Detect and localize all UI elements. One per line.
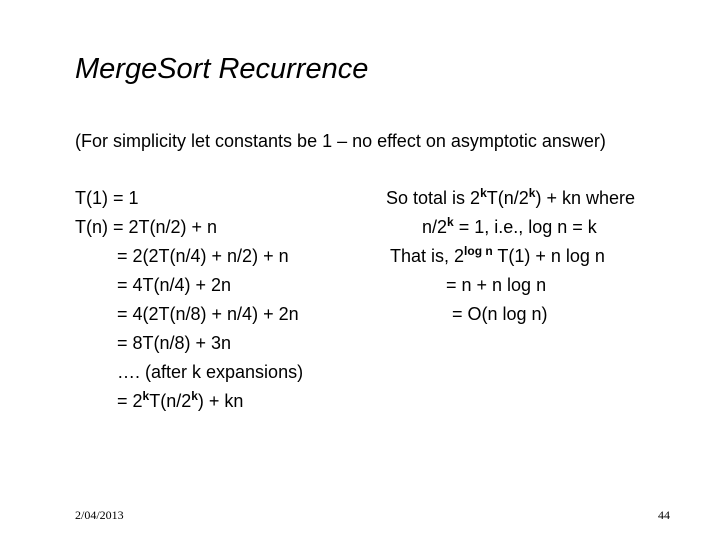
- expansion-note: …. (after k expansions): [117, 362, 304, 382]
- solution-column: [380, 187, 680, 337]
- expansion-step-1: = 2(2T(n/4) + n/2) + n: [117, 246, 289, 266]
- simplified-line: = n + n log n: [446, 275, 547, 295]
- expansion-column: [75, 187, 395, 427]
- big-o-line: = O(n log n): [452, 304, 548, 324]
- condition-line: $n/2^k = 1$, i.e., log n = k: [422, 215, 597, 237]
- slide-title: MergeSort Recurrence: [75, 53, 369, 85]
- base-case-line: T(1) = 1: [75, 188, 139, 208]
- page-number: 44: [658, 508, 670, 522]
- recurrence-line: T(n) = 2T(n/2) + n: [75, 217, 218, 237]
- slide-subtitle: (For simplicity let constants be 1 – no effect on asymptotic answer): [75, 131, 606, 151]
- footer-date: 2/04/2013: [75, 508, 124, 522]
- expansion-general: = $2^kT(n/2^k)$ + kn: [117, 389, 244, 411]
- expansion-step-3: = 4(2T(n/8) + n/4) + 2n: [117, 304, 299, 324]
- substitution-line: That is, $2^{log n}$ T(1) + n log n: [390, 244, 605, 266]
- total-line: So total is $2^kT(n/2^k)$ + kn where: [386, 186, 635, 208]
- expansion-step-4: = 8T(n/8) + 3n: [117, 333, 232, 353]
- expansion-step-2: = 4T(n/4) + 2n: [117, 275, 232, 295]
